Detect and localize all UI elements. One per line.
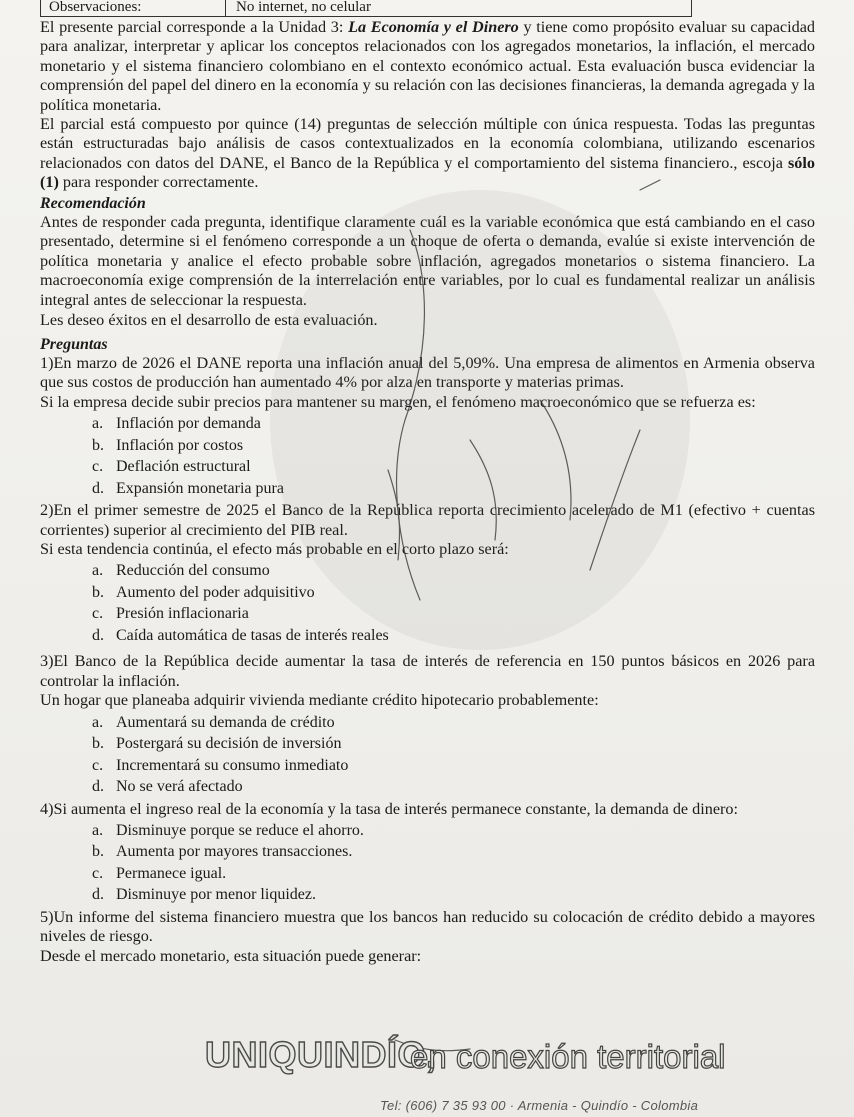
question-5-prompt: Desde el mercado monetario, esta situación puede generar:: [40, 946, 422, 965]
option-letter: a.: [92, 562, 104, 580]
intro-emphasis: sólo (1): [40, 153, 815, 192]
option-text: Reducción del consumo: [116, 562, 270, 580]
option-letter: a.: [92, 713, 104, 731]
question-1-stem: [40, 354, 815, 393]
question-2-stem: [40, 501, 815, 540]
option-text: Expansión monetaria pura: [116, 479, 284, 497]
question-1-options: [40, 413, 815, 499]
question-text: Si aumenta el ingreso real de la economía y la tasa de interés permanece constante, la demanda de dinero:: [53, 799, 739, 818]
questions-heading: Preguntas: [40, 335, 108, 353]
question-3-options: [40, 712, 815, 798]
unit-title: La Economía y el Dinero: [348, 18, 519, 36]
question-number: 3): [40, 652, 54, 671]
intro-paragraph-1: [40, 18, 815, 115]
question-text: Un informe del sistema financiero muestra que los bancos han reducido su colocación de crédito debido a mayores niveles de riesgo.: [40, 907, 815, 946]
option[interactable]: [92, 413, 815, 435]
question-2-prompt: Si esta tendencia continúa, el efecto más probable en el corto plazo será:: [40, 539, 509, 558]
option[interactable]: [92, 603, 815, 625]
option-letter: d.: [92, 479, 104, 497]
option[interactable]: [92, 625, 815, 647]
option-letter: c.: [92, 605, 104, 623]
question-number: 1): [40, 353, 54, 372]
question-number: 5): [40, 907, 54, 926]
option[interactable]: [92, 712, 815, 734]
intro-text-d: para responder correctamente.: [58, 173, 259, 192]
question-5: [40, 908, 815, 966]
option-text: Incrementará su consumo inmediato: [116, 756, 349, 774]
option-letter: b.: [92, 735, 104, 753]
question-number: 4): [40, 799, 54, 818]
question-text: El Banco de la República decide aumentar la tasa de interés de referencia en 150 puntos básicos en 2026 para controlar la inflación.: [40, 652, 815, 690]
option[interactable]: [92, 478, 815, 500]
option-text: Aumenta por mayores transacciones.: [116, 843, 353, 861]
option-letter: c.: [92, 864, 104, 882]
question-2-options: [40, 560, 815, 646]
question-4-options: [40, 820, 815, 906]
option-letter: d.: [92, 778, 104, 796]
option-letter: a.: [92, 821, 104, 839]
option-text: Aumento del poder adquisitivo: [116, 583, 315, 601]
question-text: En el primer semestre de 2025 el Banco de la República reporta crecimiento acelerado de M1 (efectivo + cuentas corrientes) superior al crecimiento del PIB real.: [40, 501, 815, 539]
intro-text-a: El presente parcial corresponde a la Unidad 3:: [40, 18, 344, 36]
option-letter: c.: [92, 756, 104, 774]
option-text: Inflación por costos: [116, 436, 244, 454]
option-text: Permanece igual.: [116, 864, 227, 882]
question-1: [40, 354, 815, 499]
question-1-prompt: Si la empresa decide subir precios para mantener su margen, el fenómeno macroeconómico que se refuerza es:: [40, 392, 756, 411]
question-number: 2): [40, 501, 54, 520]
question-4-stem: [40, 800, 815, 819]
option-letter: b.: [92, 843, 104, 861]
option[interactable]: [92, 755, 815, 777]
option-letter: a.: [92, 415, 104, 433]
option-text: Disminuye porque se reduce el ahorro.: [116, 821, 364, 839]
observations-value: No internet, no celular: [236, 0, 371, 15]
option[interactable]: [92, 884, 815, 906]
option[interactable]: [92, 863, 815, 885]
option-letter: b.: [92, 436, 104, 454]
university-tagline: en conexión territorial: [410, 1038, 726, 1075]
intro-text-c: El parcial está compuesto por quince (14) preguntas de selección múltiple con única respuesta. Todas las preguntas están estructuradas bajo análisis de casos contextualizados en la economía colombiana, utilizando escenarios relacionados con datos del DANE, el Banco de la República y el comportamiento del sistema financiero., escoja: [40, 115, 815, 172]
question-4: [40, 800, 815, 906]
exam-content: [40, 18, 815, 966]
option[interactable]: [92, 582, 815, 604]
observations-table: [40, 0, 692, 17]
question-3: [40, 652, 815, 797]
recommendation-body: Antes de responder cada pregunta, identifique claramente cuál es la variable económica que está cambiando en el caso presentado, determine si el fenómeno corresponde a un choque de oferta o demanda, evalúe si existe intervención de política monetaria y analice el efecto probable sobre inflación, agregados monetarios o sistema financiero. La macroeconomía exige comprensión de la interrelación entre variables, por lo cual es fundamental realizar un análisis integral antes de seleccionar la respuesta.: [40, 213, 815, 309]
question-3-stem: [40, 652, 815, 691]
option[interactable]: [92, 560, 815, 582]
option[interactable]: [92, 820, 815, 842]
option-letter: d.: [92, 886, 104, 904]
question-2: [40, 501, 815, 646]
option-text: No se verá afectado: [116, 778, 243, 796]
option-letter: b.: [92, 583, 104, 601]
option[interactable]: [92, 733, 815, 755]
intro-text-b: y tiene como propósito evaluar su capacidad para analizar, interpretar y aplicar los conceptos relacionados con los agregados monetarios, la inflación, el mercado monetario y el sistema financiero colombiano en el contexto económico actual. Esta evaluación busca evidenciar la comprensión del papel del dinero en la economía y su relación con las decisiones financieras, la demanda agregada y la política monetaria.: [40, 18, 815, 114]
option[interactable]: [92, 776, 815, 798]
page-footer: [0, 1034, 854, 1117]
observations-label: Observaciones:: [41, 0, 226, 16]
option-letter: c.: [92, 458, 104, 476]
question-5-stem: [40, 908, 815, 947]
option-text: Caída automática de tasas de interés reales: [116, 626, 389, 644]
intro-paragraph-2: [40, 115, 815, 193]
option-text: Deflación estructural: [116, 458, 251, 476]
university-brand: UNIQUINDÍO,: [205, 1034, 437, 1075]
option-text: Inflación por demanda: [116, 415, 261, 433]
option[interactable]: [92, 456, 815, 478]
option-text: Postergará su decisión de inversión: [116, 735, 342, 753]
question-3-prompt: Un hogar que planeaba adquirir vivienda mediante crédito hipotecario probablemente:: [40, 691, 599, 710]
recommendation-wishes: Les deseo éxitos en el desarrollo de esta evaluación.: [40, 311, 378, 330]
recommendation-heading: Recomendación: [40, 194, 146, 212]
option-text: Aumentará su demanda de crédito: [116, 713, 335, 731]
question-text: En marzo de 2026 el DANE reporta una inflación anual del 5,09%. Una empresa de alimentos en Armenia observa que sus costos de producción han aumentado 4% por alza en transporte y materias primas.: [40, 353, 815, 392]
university-contact: Tel: (606) 7 35 93 00 · Armenia - Quindío - Colombia: [380, 1098, 699, 1113]
option[interactable]: [92, 841, 815, 863]
option-text: Presión inflacionaria: [116, 605, 249, 623]
option-letter: d.: [92, 626, 104, 644]
option[interactable]: [92, 435, 815, 457]
option-text: Disminuye por menor liquidez.: [116, 886, 316, 904]
